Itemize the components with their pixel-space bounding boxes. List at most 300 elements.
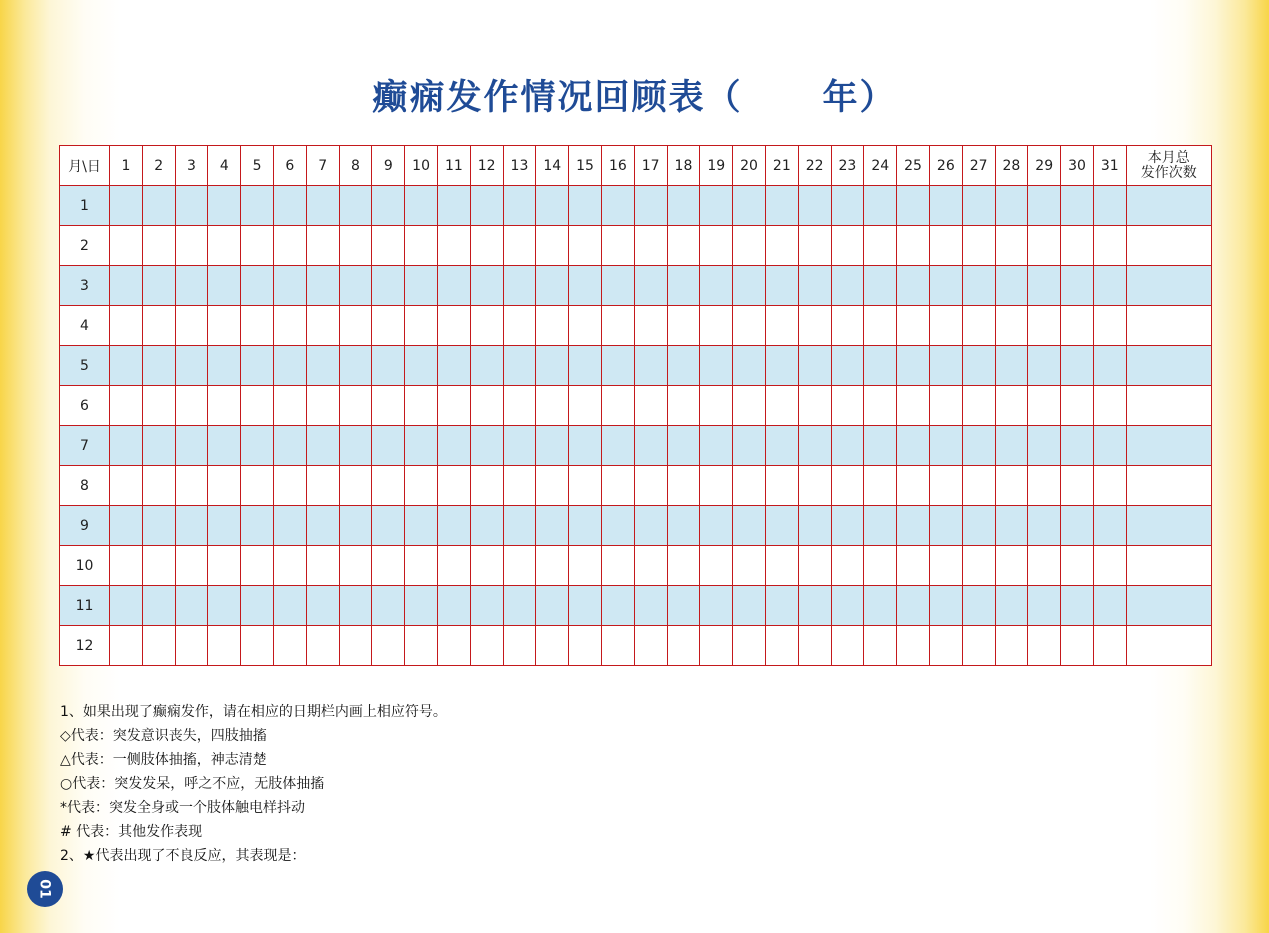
day-cell[interactable] bbox=[405, 266, 438, 306]
day-cell[interactable] bbox=[405, 466, 438, 506]
day-cell[interactable] bbox=[208, 266, 241, 306]
day-cell[interactable] bbox=[1028, 346, 1061, 386]
day-cell[interactable] bbox=[1093, 426, 1126, 466]
day-cell[interactable] bbox=[995, 626, 1028, 666]
day-cell[interactable] bbox=[733, 506, 766, 546]
day-cell[interactable] bbox=[667, 346, 700, 386]
day-cell[interactable] bbox=[405, 586, 438, 626]
day-cell[interactable] bbox=[634, 266, 667, 306]
day-cell[interactable] bbox=[864, 306, 897, 346]
day-cell[interactable] bbox=[569, 306, 602, 346]
day-cell[interactable] bbox=[110, 186, 143, 226]
day-cell[interactable] bbox=[667, 266, 700, 306]
day-cell[interactable] bbox=[667, 546, 700, 586]
monthly-total-cell[interactable] bbox=[1126, 386, 1211, 426]
day-cell[interactable] bbox=[273, 306, 306, 346]
day-cell[interactable] bbox=[601, 226, 634, 266]
day-cell[interactable] bbox=[1028, 386, 1061, 426]
day-cell[interactable] bbox=[962, 346, 995, 386]
day-cell[interactable] bbox=[831, 306, 864, 346]
day-cell[interactable] bbox=[798, 226, 831, 266]
day-cell[interactable] bbox=[175, 386, 208, 426]
day-cell[interactable] bbox=[897, 426, 930, 466]
day-cell[interactable] bbox=[569, 346, 602, 386]
day-cell[interactable] bbox=[142, 386, 175, 426]
day-cell[interactable] bbox=[372, 346, 405, 386]
day-cell[interactable] bbox=[339, 266, 372, 306]
day-cell[interactable] bbox=[864, 626, 897, 666]
day-cell[interactable] bbox=[929, 586, 962, 626]
day-cell[interactable] bbox=[667, 506, 700, 546]
day-cell[interactable] bbox=[306, 546, 339, 586]
day-cell[interactable] bbox=[831, 546, 864, 586]
day-cell[interactable] bbox=[1093, 266, 1126, 306]
day-cell[interactable] bbox=[1061, 586, 1094, 626]
day-cell[interactable] bbox=[569, 226, 602, 266]
day-cell[interactable] bbox=[700, 186, 733, 226]
day-cell[interactable] bbox=[995, 186, 1028, 226]
day-cell[interactable] bbox=[175, 546, 208, 586]
day-cell[interactable] bbox=[241, 586, 274, 626]
day-cell[interactable] bbox=[536, 306, 569, 346]
day-cell[interactable] bbox=[110, 226, 143, 266]
day-cell[interactable] bbox=[470, 346, 503, 386]
day-cell[interactable] bbox=[897, 266, 930, 306]
day-cell[interactable] bbox=[372, 386, 405, 426]
day-cell[interactable] bbox=[765, 586, 798, 626]
day-cell[interactable] bbox=[831, 346, 864, 386]
day-cell[interactable] bbox=[536, 226, 569, 266]
day-cell[interactable] bbox=[241, 626, 274, 666]
day-cell[interactable] bbox=[765, 546, 798, 586]
day-cell[interactable] bbox=[700, 466, 733, 506]
day-cell[interactable] bbox=[470, 386, 503, 426]
day-cell[interactable] bbox=[536, 626, 569, 666]
day-cell[interactable] bbox=[372, 266, 405, 306]
day-cell[interactable] bbox=[241, 226, 274, 266]
day-cell[interactable] bbox=[306, 626, 339, 666]
day-cell[interactable] bbox=[142, 466, 175, 506]
day-cell[interactable] bbox=[765, 226, 798, 266]
day-cell[interactable] bbox=[929, 426, 962, 466]
day-cell[interactable] bbox=[405, 426, 438, 466]
day-cell[interactable] bbox=[273, 626, 306, 666]
day-cell[interactable] bbox=[667, 466, 700, 506]
day-cell[interactable] bbox=[765, 426, 798, 466]
day-cell[interactable] bbox=[306, 226, 339, 266]
day-cell[interactable] bbox=[798, 266, 831, 306]
day-cell[interactable] bbox=[142, 626, 175, 666]
monthly-total-cell[interactable] bbox=[1126, 226, 1211, 266]
day-cell[interactable] bbox=[470, 466, 503, 506]
monthly-total-cell[interactable] bbox=[1126, 626, 1211, 666]
day-cell[interactable] bbox=[864, 466, 897, 506]
day-cell[interactable] bbox=[733, 226, 766, 266]
day-cell[interactable] bbox=[897, 346, 930, 386]
day-cell[interactable] bbox=[142, 226, 175, 266]
day-cell[interactable] bbox=[929, 466, 962, 506]
day-cell[interactable] bbox=[142, 186, 175, 226]
day-cell[interactable] bbox=[897, 306, 930, 346]
day-cell[interactable] bbox=[470, 266, 503, 306]
day-cell[interactable] bbox=[733, 186, 766, 226]
day-cell[interactable] bbox=[536, 386, 569, 426]
day-cell[interactable] bbox=[1093, 386, 1126, 426]
day-cell[interactable] bbox=[765, 346, 798, 386]
day-cell[interactable] bbox=[536, 346, 569, 386]
day-cell[interactable] bbox=[700, 546, 733, 586]
day-cell[interactable] bbox=[405, 626, 438, 666]
day-cell[interactable] bbox=[831, 466, 864, 506]
day-cell[interactable] bbox=[831, 266, 864, 306]
day-cell[interactable] bbox=[962, 186, 995, 226]
day-cell[interactable] bbox=[995, 226, 1028, 266]
day-cell[interactable] bbox=[1028, 546, 1061, 586]
day-cell[interactable] bbox=[1093, 306, 1126, 346]
day-cell[interactable] bbox=[601, 426, 634, 466]
day-cell[interactable] bbox=[897, 186, 930, 226]
day-cell[interactable] bbox=[339, 226, 372, 266]
monthly-total-cell[interactable] bbox=[1126, 306, 1211, 346]
day-cell[interactable] bbox=[929, 266, 962, 306]
day-cell[interactable] bbox=[273, 506, 306, 546]
day-cell[interactable] bbox=[733, 266, 766, 306]
day-cell[interactable] bbox=[470, 626, 503, 666]
day-cell[interactable] bbox=[897, 506, 930, 546]
day-cell[interactable] bbox=[864, 386, 897, 426]
day-cell[interactable] bbox=[765, 186, 798, 226]
day-cell[interactable] bbox=[208, 306, 241, 346]
day-cell[interactable] bbox=[700, 626, 733, 666]
day-cell[interactable] bbox=[962, 506, 995, 546]
day-cell[interactable] bbox=[405, 306, 438, 346]
day-cell[interactable] bbox=[1061, 466, 1094, 506]
day-cell[interactable] bbox=[372, 306, 405, 346]
day-cell[interactable] bbox=[1061, 306, 1094, 346]
day-cell[interactable] bbox=[339, 546, 372, 586]
day-cell[interactable] bbox=[208, 226, 241, 266]
day-cell[interactable] bbox=[306, 186, 339, 226]
day-cell[interactable] bbox=[208, 506, 241, 546]
day-cell[interactable] bbox=[634, 346, 667, 386]
day-cell[interactable] bbox=[929, 186, 962, 226]
monthly-total-cell[interactable] bbox=[1126, 266, 1211, 306]
day-cell[interactable] bbox=[569, 626, 602, 666]
day-cell[interactable] bbox=[733, 626, 766, 666]
day-cell[interactable] bbox=[503, 426, 536, 466]
day-cell[interactable] bbox=[241, 346, 274, 386]
day-cell[interactable] bbox=[142, 306, 175, 346]
day-cell[interactable] bbox=[601, 546, 634, 586]
day-cell[interactable] bbox=[569, 506, 602, 546]
day-cell[interactable] bbox=[1093, 346, 1126, 386]
day-cell[interactable] bbox=[1061, 386, 1094, 426]
day-cell[interactable] bbox=[339, 506, 372, 546]
day-cell[interactable] bbox=[995, 346, 1028, 386]
day-cell[interactable] bbox=[273, 426, 306, 466]
day-cell[interactable] bbox=[667, 386, 700, 426]
day-cell[interactable] bbox=[339, 426, 372, 466]
day-cell[interactable] bbox=[372, 506, 405, 546]
day-cell[interactable] bbox=[273, 386, 306, 426]
day-cell[interactable] bbox=[175, 306, 208, 346]
day-cell[interactable] bbox=[339, 586, 372, 626]
day-cell[interactable] bbox=[110, 546, 143, 586]
day-cell[interactable] bbox=[110, 466, 143, 506]
day-cell[interactable] bbox=[1028, 466, 1061, 506]
day-cell[interactable] bbox=[208, 626, 241, 666]
day-cell[interactable] bbox=[142, 586, 175, 626]
day-cell[interactable] bbox=[831, 386, 864, 426]
day-cell[interactable] bbox=[503, 546, 536, 586]
day-cell[interactable] bbox=[437, 346, 470, 386]
day-cell[interactable] bbox=[601, 626, 634, 666]
day-cell[interactable] bbox=[437, 186, 470, 226]
day-cell[interactable] bbox=[1028, 266, 1061, 306]
day-cell[interactable] bbox=[372, 186, 405, 226]
day-cell[interactable] bbox=[995, 506, 1028, 546]
day-cell[interactable] bbox=[995, 466, 1028, 506]
day-cell[interactable] bbox=[700, 506, 733, 546]
day-cell[interactable] bbox=[437, 306, 470, 346]
day-cell[interactable] bbox=[569, 266, 602, 306]
day-cell[interactable] bbox=[241, 546, 274, 586]
day-cell[interactable] bbox=[306, 266, 339, 306]
day-cell[interactable] bbox=[470, 426, 503, 466]
day-cell[interactable] bbox=[1093, 226, 1126, 266]
day-cell[interactable] bbox=[634, 426, 667, 466]
day-cell[interactable] bbox=[929, 226, 962, 266]
day-cell[interactable] bbox=[634, 226, 667, 266]
day-cell[interactable] bbox=[110, 626, 143, 666]
day-cell[interactable] bbox=[273, 186, 306, 226]
day-cell[interactable] bbox=[929, 306, 962, 346]
day-cell[interactable] bbox=[175, 586, 208, 626]
day-cell[interactable] bbox=[798, 346, 831, 386]
day-cell[interactable] bbox=[733, 346, 766, 386]
day-cell[interactable] bbox=[273, 226, 306, 266]
day-cell[interactable] bbox=[241, 386, 274, 426]
day-cell[interactable] bbox=[962, 586, 995, 626]
day-cell[interactable] bbox=[1061, 226, 1094, 266]
day-cell[interactable] bbox=[536, 466, 569, 506]
day-cell[interactable] bbox=[1093, 186, 1126, 226]
day-cell[interactable] bbox=[995, 266, 1028, 306]
day-cell[interactable] bbox=[241, 506, 274, 546]
day-cell[interactable] bbox=[1061, 186, 1094, 226]
day-cell[interactable] bbox=[1028, 306, 1061, 346]
day-cell[interactable] bbox=[929, 506, 962, 546]
day-cell[interactable] bbox=[569, 466, 602, 506]
day-cell[interactable] bbox=[897, 626, 930, 666]
day-cell[interactable] bbox=[241, 426, 274, 466]
day-cell[interactable] bbox=[470, 546, 503, 586]
day-cell[interactable] bbox=[306, 506, 339, 546]
day-cell[interactable] bbox=[536, 546, 569, 586]
day-cell[interactable] bbox=[536, 586, 569, 626]
day-cell[interactable] bbox=[175, 186, 208, 226]
day-cell[interactable] bbox=[306, 426, 339, 466]
day-cell[interactable] bbox=[864, 186, 897, 226]
day-cell[interactable] bbox=[929, 346, 962, 386]
day-cell[interactable] bbox=[864, 266, 897, 306]
day-cell[interactable] bbox=[306, 466, 339, 506]
day-cell[interactable] bbox=[601, 266, 634, 306]
day-cell[interactable] bbox=[339, 466, 372, 506]
monthly-total-cell[interactable] bbox=[1126, 186, 1211, 226]
day-cell[interactable] bbox=[962, 546, 995, 586]
day-cell[interactable] bbox=[1061, 546, 1094, 586]
day-cell[interactable] bbox=[503, 346, 536, 386]
day-cell[interactable] bbox=[175, 346, 208, 386]
day-cell[interactable] bbox=[700, 426, 733, 466]
day-cell[interactable] bbox=[536, 506, 569, 546]
day-cell[interactable] bbox=[273, 546, 306, 586]
day-cell[interactable] bbox=[372, 226, 405, 266]
day-cell[interactable] bbox=[241, 466, 274, 506]
day-cell[interactable] bbox=[569, 426, 602, 466]
day-cell[interactable] bbox=[110, 306, 143, 346]
day-cell[interactable] bbox=[503, 306, 536, 346]
day-cell[interactable] bbox=[831, 506, 864, 546]
day-cell[interactable] bbox=[929, 386, 962, 426]
day-cell[interactable] bbox=[634, 186, 667, 226]
day-cell[interactable] bbox=[700, 346, 733, 386]
day-cell[interactable] bbox=[1028, 226, 1061, 266]
monthly-total-cell[interactable] bbox=[1126, 546, 1211, 586]
day-cell[interactable] bbox=[667, 186, 700, 226]
day-cell[interactable] bbox=[405, 226, 438, 266]
day-cell[interactable] bbox=[110, 426, 143, 466]
day-cell[interactable] bbox=[470, 186, 503, 226]
day-cell[interactable] bbox=[1028, 506, 1061, 546]
day-cell[interactable] bbox=[864, 586, 897, 626]
day-cell[interactable] bbox=[372, 626, 405, 666]
day-cell[interactable] bbox=[503, 266, 536, 306]
day-cell[interactable] bbox=[536, 426, 569, 466]
day-cell[interactable] bbox=[831, 586, 864, 626]
day-cell[interactable] bbox=[437, 226, 470, 266]
day-cell[interactable] bbox=[1061, 426, 1094, 466]
monthly-total-cell[interactable] bbox=[1126, 346, 1211, 386]
day-cell[interactable] bbox=[110, 586, 143, 626]
day-cell[interactable] bbox=[733, 426, 766, 466]
day-cell[interactable] bbox=[569, 546, 602, 586]
day-cell[interactable] bbox=[601, 306, 634, 346]
day-cell[interactable] bbox=[798, 466, 831, 506]
day-cell[interactable] bbox=[306, 346, 339, 386]
day-cell[interactable] bbox=[437, 466, 470, 506]
day-cell[interactable] bbox=[700, 306, 733, 346]
day-cell[interactable] bbox=[864, 426, 897, 466]
day-cell[interactable] bbox=[470, 586, 503, 626]
day-cell[interactable] bbox=[1061, 266, 1094, 306]
day-cell[interactable] bbox=[897, 226, 930, 266]
day-cell[interactable] bbox=[897, 546, 930, 586]
day-cell[interactable] bbox=[700, 386, 733, 426]
day-cell[interactable] bbox=[601, 586, 634, 626]
day-cell[interactable] bbox=[208, 386, 241, 426]
day-cell[interactable] bbox=[372, 586, 405, 626]
day-cell[interactable] bbox=[208, 426, 241, 466]
day-cell[interactable] bbox=[765, 466, 798, 506]
day-cell[interactable] bbox=[503, 626, 536, 666]
day-cell[interactable] bbox=[470, 506, 503, 546]
day-cell[interactable] bbox=[929, 626, 962, 666]
day-cell[interactable] bbox=[831, 226, 864, 266]
day-cell[interactable] bbox=[1061, 506, 1094, 546]
day-cell[interactable] bbox=[798, 186, 831, 226]
day-cell[interactable] bbox=[306, 386, 339, 426]
day-cell[interactable] bbox=[798, 546, 831, 586]
day-cell[interactable] bbox=[733, 586, 766, 626]
day-cell[interactable] bbox=[864, 346, 897, 386]
day-cell[interactable] bbox=[962, 306, 995, 346]
day-cell[interactable] bbox=[208, 186, 241, 226]
day-cell[interactable] bbox=[667, 226, 700, 266]
day-cell[interactable] bbox=[634, 466, 667, 506]
day-cell[interactable] bbox=[1028, 186, 1061, 226]
day-cell[interactable] bbox=[1093, 626, 1126, 666]
day-cell[interactable] bbox=[437, 386, 470, 426]
day-cell[interactable] bbox=[208, 466, 241, 506]
day-cell[interactable] bbox=[110, 346, 143, 386]
day-cell[interactable] bbox=[110, 506, 143, 546]
day-cell[interactable] bbox=[798, 586, 831, 626]
monthly-total-cell[interactable] bbox=[1126, 466, 1211, 506]
day-cell[interactable] bbox=[536, 266, 569, 306]
day-cell[interactable] bbox=[765, 506, 798, 546]
day-cell[interactable] bbox=[798, 306, 831, 346]
day-cell[interactable] bbox=[634, 586, 667, 626]
day-cell[interactable] bbox=[962, 466, 995, 506]
day-cell[interactable] bbox=[437, 586, 470, 626]
monthly-total-cell[interactable] bbox=[1126, 426, 1211, 466]
day-cell[interactable] bbox=[798, 626, 831, 666]
day-cell[interactable] bbox=[569, 586, 602, 626]
day-cell[interactable] bbox=[601, 386, 634, 426]
day-cell[interactable] bbox=[962, 226, 995, 266]
day-cell[interactable] bbox=[208, 586, 241, 626]
day-cell[interactable] bbox=[405, 346, 438, 386]
day-cell[interactable] bbox=[634, 506, 667, 546]
day-cell[interactable] bbox=[798, 506, 831, 546]
day-cell[interactable] bbox=[339, 186, 372, 226]
day-cell[interactable] bbox=[437, 506, 470, 546]
day-cell[interactable] bbox=[175, 226, 208, 266]
day-cell[interactable] bbox=[798, 426, 831, 466]
day-cell[interactable] bbox=[601, 186, 634, 226]
day-cell[interactable] bbox=[995, 386, 1028, 426]
day-cell[interactable] bbox=[437, 546, 470, 586]
day-cell[interactable] bbox=[503, 186, 536, 226]
day-cell[interactable] bbox=[273, 466, 306, 506]
day-cell[interactable] bbox=[306, 306, 339, 346]
day-cell[interactable] bbox=[437, 266, 470, 306]
day-cell[interactable] bbox=[929, 546, 962, 586]
day-cell[interactable] bbox=[569, 186, 602, 226]
day-cell[interactable] bbox=[765, 386, 798, 426]
day-cell[interactable] bbox=[897, 466, 930, 506]
day-cell[interactable] bbox=[208, 346, 241, 386]
day-cell[interactable] bbox=[1093, 546, 1126, 586]
day-cell[interactable] bbox=[733, 466, 766, 506]
day-cell[interactable] bbox=[142, 546, 175, 586]
day-cell[interactable] bbox=[175, 466, 208, 506]
day-cell[interactable] bbox=[700, 586, 733, 626]
day-cell[interactable] bbox=[897, 586, 930, 626]
day-cell[interactable] bbox=[831, 186, 864, 226]
